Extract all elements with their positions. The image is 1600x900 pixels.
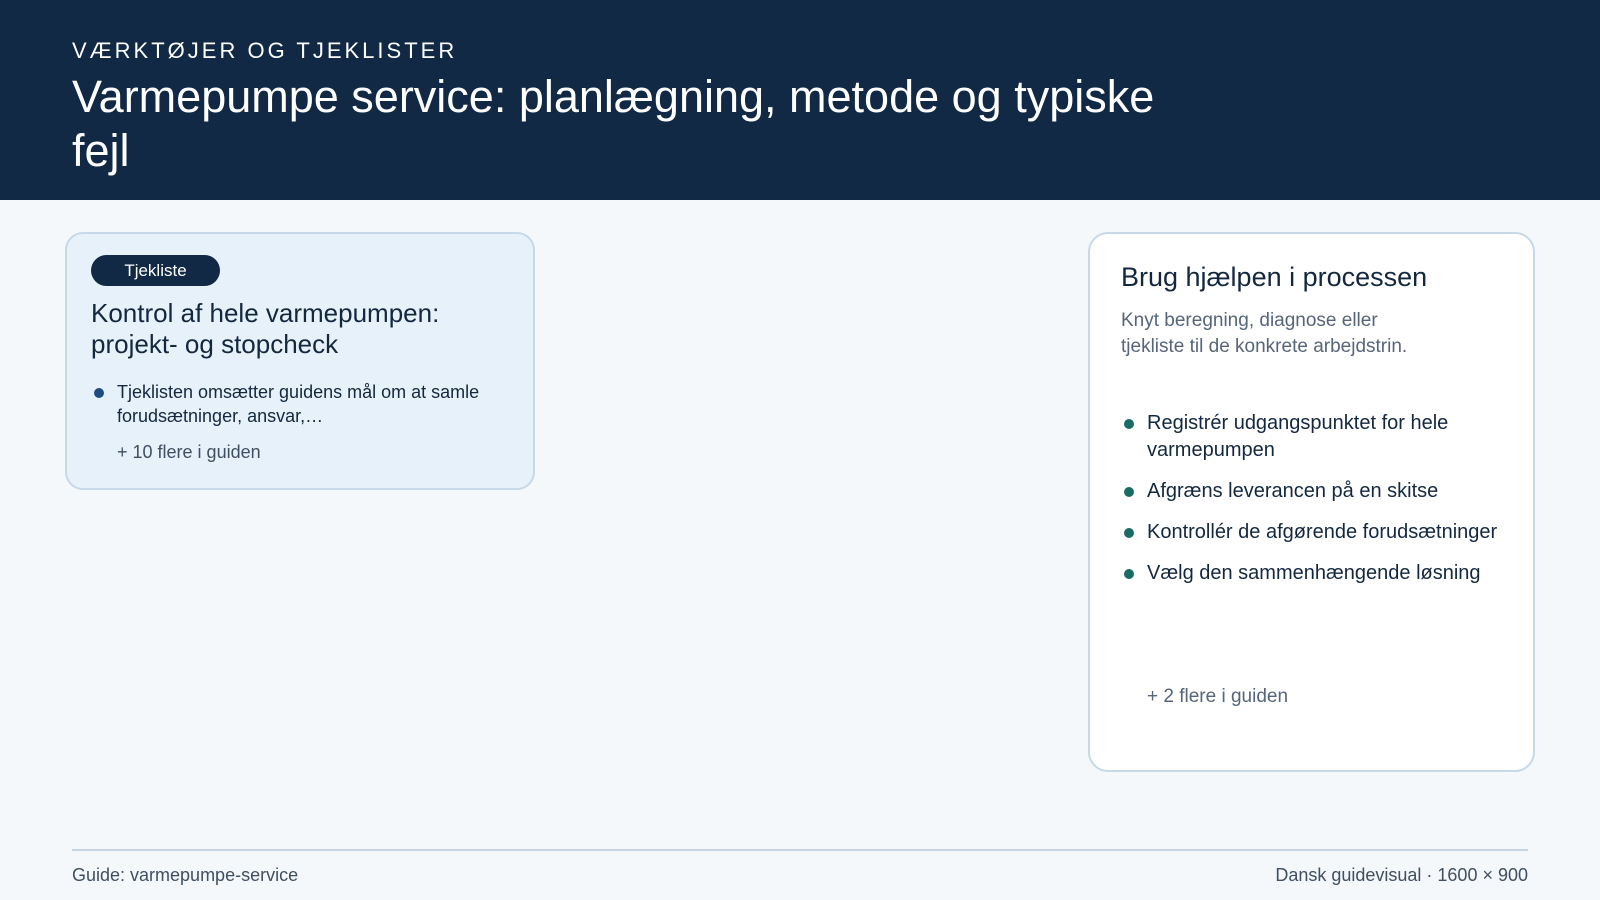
list-item-text: Tjeklisten omsætter guidens mål om at samle forudsætninger, ansvar,… [117, 382, 480, 426]
list-item-text: Registrér udgangspunktet for hele varmepumpen [1147, 412, 1449, 461]
list-item-text: Kontrollér de afgørende forudsætninger [1147, 521, 1498, 543]
help-step-list [1121, 410, 1511, 601]
bullet-dot-icon [1124, 419, 1134, 429]
checklist-card-title: Kontrol af hele varmepumpen: projekt- og stopcheck [91, 298, 440, 359]
page-title: Varmepumpe service: planlægning, metode og typiske fejl [72, 71, 1155, 176]
bullet-dot-icon [1124, 487, 1134, 497]
bullet-dot-icon [1124, 528, 1134, 538]
bullet-dot-icon [1124, 569, 1134, 579]
section-eyebrow: VÆRKTØJER OG TJEKLISTER [72, 38, 458, 63]
bullet-dot-icon [94, 388, 104, 398]
footer-guide-label: Guide: varmepumpe-service [72, 865, 299, 885]
checklist-badge: Tjekliste [91, 255, 220, 286]
footer-meta-label: Dansk guidevisual · 1600 × 900 [1275, 865, 1528, 885]
help-more-link[interactable]: + 2 flere i guiden [1147, 686, 1289, 707]
list-item [1121, 560, 1511, 587]
checklist-bullet-list [91, 380, 511, 428]
footer-divider [72, 849, 1528, 851]
checklist-card[interactable] [65, 232, 535, 490]
help-card [1088, 232, 1535, 772]
list-item [1121, 478, 1511, 505]
list-item [91, 380, 511, 428]
help-card-description: Knyt beregning, diagnose eller tjekliste til de konkrete arbejdstrin. [1121, 310, 1408, 357]
list-item-text: Vælg den sammenhængende løsning [1147, 562, 1481, 584]
list-item-text: Afgræns leverancen på en skitse [1147, 480, 1439, 502]
header-banner [0, 0, 1600, 200]
help-card-title: Brug hjælpen i processen [1121, 262, 1428, 292]
list-item [1121, 519, 1511, 546]
list-item [1121, 410, 1511, 464]
checklist-more-link[interactable]: + 10 flere i guiden [117, 442, 261, 462]
